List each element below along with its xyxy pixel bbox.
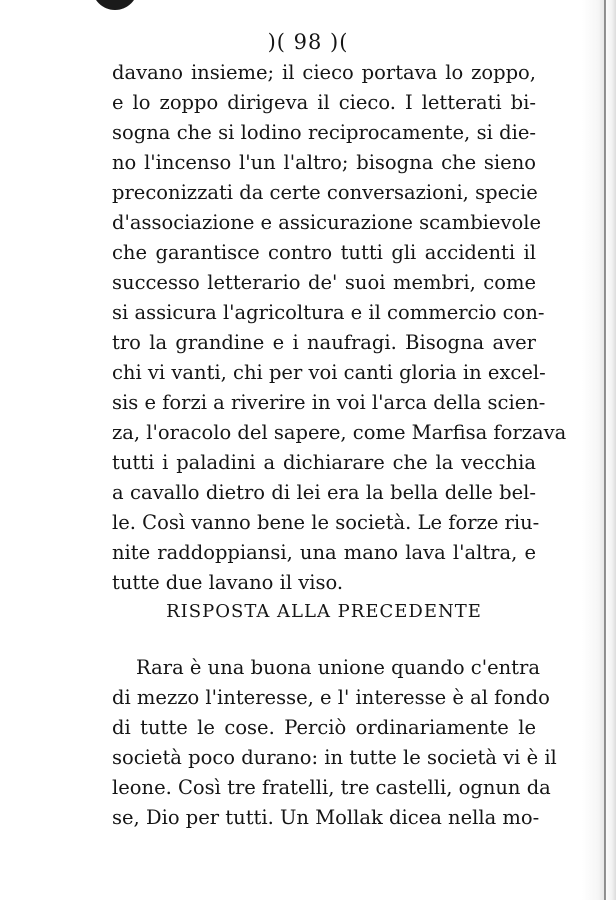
scan-ink-blot bbox=[92, 0, 138, 10]
text-line: preconizzati da certe conversazioni, specie bbox=[112, 181, 538, 204]
text-line: sis e forzi a riverire in voi l'arca della scien- bbox=[112, 391, 546, 414]
text-line: d'associazione e assicurazione scambievole bbox=[112, 211, 541, 234]
text-line: leone. Così tre fratelli, tre castelli, ognun da bbox=[112, 776, 551, 799]
section-heading: RISPOSTA ALLA PRECEDENTE bbox=[166, 601, 482, 622]
text-line: no l'incenso l'un l'altro; bisogna che sieno bbox=[112, 151, 536, 174]
text-line: e lo zoppo dirigeva il cieco. I letterati bi- bbox=[112, 91, 536, 114]
page-number: )( 98 )( bbox=[267, 30, 349, 54]
page-gutter-edge bbox=[582, 0, 616, 900]
text-line: di tutte le cose. Perciò ordinariamente le bbox=[112, 716, 536, 739]
text-line: successo letterario de' suoi membri, come bbox=[112, 271, 536, 294]
text-line: za, l'oracolo del sapere, come Marfisa forzava bbox=[112, 421, 567, 444]
text-line: si assicura l'agricoltura e il commercio con- bbox=[112, 301, 545, 324]
text-line: tro la grandine e i naufragi. Bisogna aver bbox=[112, 331, 536, 354]
text-line: nite raddoppiansi, una mano lava l'altra, e bbox=[112, 541, 536, 564]
text-line: a cavallo dietro di lei era la bella delle bel- bbox=[112, 481, 536, 504]
text-line: chi vi vanti, chi per voi canti gloria in excel- bbox=[112, 361, 546, 384]
text-line: società poco durano: in tutte le società vi è il bbox=[112, 746, 557, 769]
page-edge-line bbox=[604, 0, 606, 900]
text-line: Rara è una buona unione quando c'entra bbox=[136, 656, 540, 679]
text-line: tutte due lavano il viso. bbox=[112, 571, 344, 594]
text-line: le. Così vanno bene le società. Le forze riu- bbox=[112, 511, 540, 534]
text-line: di mezzo l'interesse, e l' interesse è al fondo bbox=[112, 686, 550, 709]
text-line: tutti i paladini a dichiarare che la vecchia bbox=[112, 451, 536, 474]
text-line: se, Dio per tutti. Un Mollak dicea nella mo- bbox=[112, 806, 540, 829]
text-line: davano insieme; il cieco portava lo zoppo, bbox=[112, 61, 536, 84]
body-text bbox=[112, 58, 567, 598]
text-line: sogna che si lodino reciprocamente, si die- bbox=[112, 121, 536, 144]
text-line: che garantisce contro tutti gli accidenti il bbox=[112, 241, 536, 264]
section-text bbox=[112, 653, 557, 833]
